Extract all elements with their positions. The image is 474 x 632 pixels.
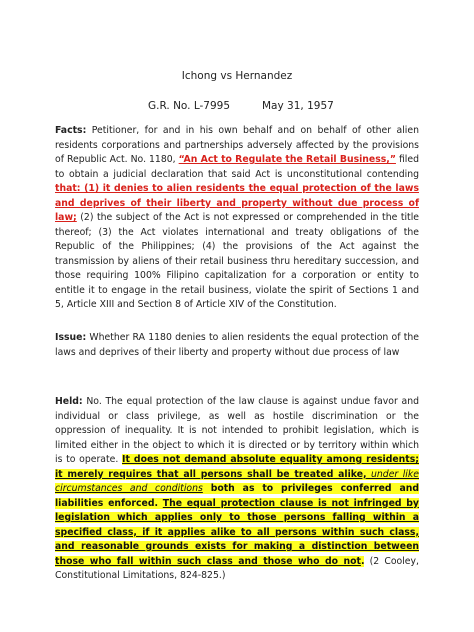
facts-paragraph bbox=[55, 124, 419, 313]
issue-text: Whether RA 1180 denies to alien residents the equal protection of the laws and deprives of their liberty and property without due process of law bbox=[55, 332, 419, 358]
case-title: Ichong vs Hernandez bbox=[181, 70, 293, 82]
facts-label: Facts: bbox=[55, 125, 87, 136]
held-paragraph bbox=[55, 395, 419, 584]
facts-contention: that: (1) it denies to alien residents the equal protection of the laws and deprives of their liberty and property without due process of law; bbox=[55, 183, 419, 223]
held-citation: (2 Cooley, Constitutional Limitations, 824-825.) bbox=[55, 555, 419, 581]
held-highlight-2: under like circumstances and conditions bbox=[55, 468, 419, 494]
held-period-1: . bbox=[154, 497, 163, 509]
gr-number: G.R. No. L-7995 bbox=[148, 100, 231, 112]
act-title: “An Act to Regulate the Retail Business,” bbox=[178, 154, 396, 165]
held-highlight-4: The equal protection clause is not infringed by legislation which applies only to those persons falling within a specified class, if it applies alike to all persons within such class, and reasonable grounds exists for making a distinction between those who fall within such class and those who do not bbox=[55, 497, 419, 567]
held-text-1: No. The equal protection of the law clause is against undue favor and individual or class privilege, as well as hostile discrimination or the oppression of inequality. It is not intended to prohibit legislation, which is limited either in the object to which it is directed or by territory within which is to operate. bbox=[55, 396, 419, 465]
issue-label: Issue: bbox=[55, 332, 87, 343]
held-highlight-3: both as to privileges conferred and liabilities enforced bbox=[55, 483, 419, 509]
facts-text-3: (2) the subject of the Act is not expressed or comprehended in the title thereof; (3) the Act violates international and treaty obligations of the Republic of the Philippines; (4) the provisions of the Act against the transmission by aliens of their retail business thru hereditary succession, and those requiring 100% Filipino capitalization for a corporation or entity to entitle it to engage in the retail business, violate the spirit of Sections 1 and 5, Article XIII and Section 8 of Article XIV of the Constitution. bbox=[55, 212, 419, 310]
held-highlight-1: It does not demand absolute equality among residents; it merely requires that all persons shall be treated alike, bbox=[55, 454, 419, 480]
facts-text-2: filed to obtain a judicial declaration that said Act is unconstitutional contending bbox=[55, 154, 420, 180]
held-label: Held: bbox=[55, 396, 83, 407]
decision-date: May 31, 1957 bbox=[262, 100, 334, 112]
held-period-2: . bbox=[360, 555, 365, 567]
issue-paragraph bbox=[55, 331, 419, 360]
facts-text-1: Petitioner, for and in his own behalf and on behalf of other alien residents corporations and partnerships adversely affected by the provisions of Republic Act. No. 1180, bbox=[55, 125, 419, 165]
